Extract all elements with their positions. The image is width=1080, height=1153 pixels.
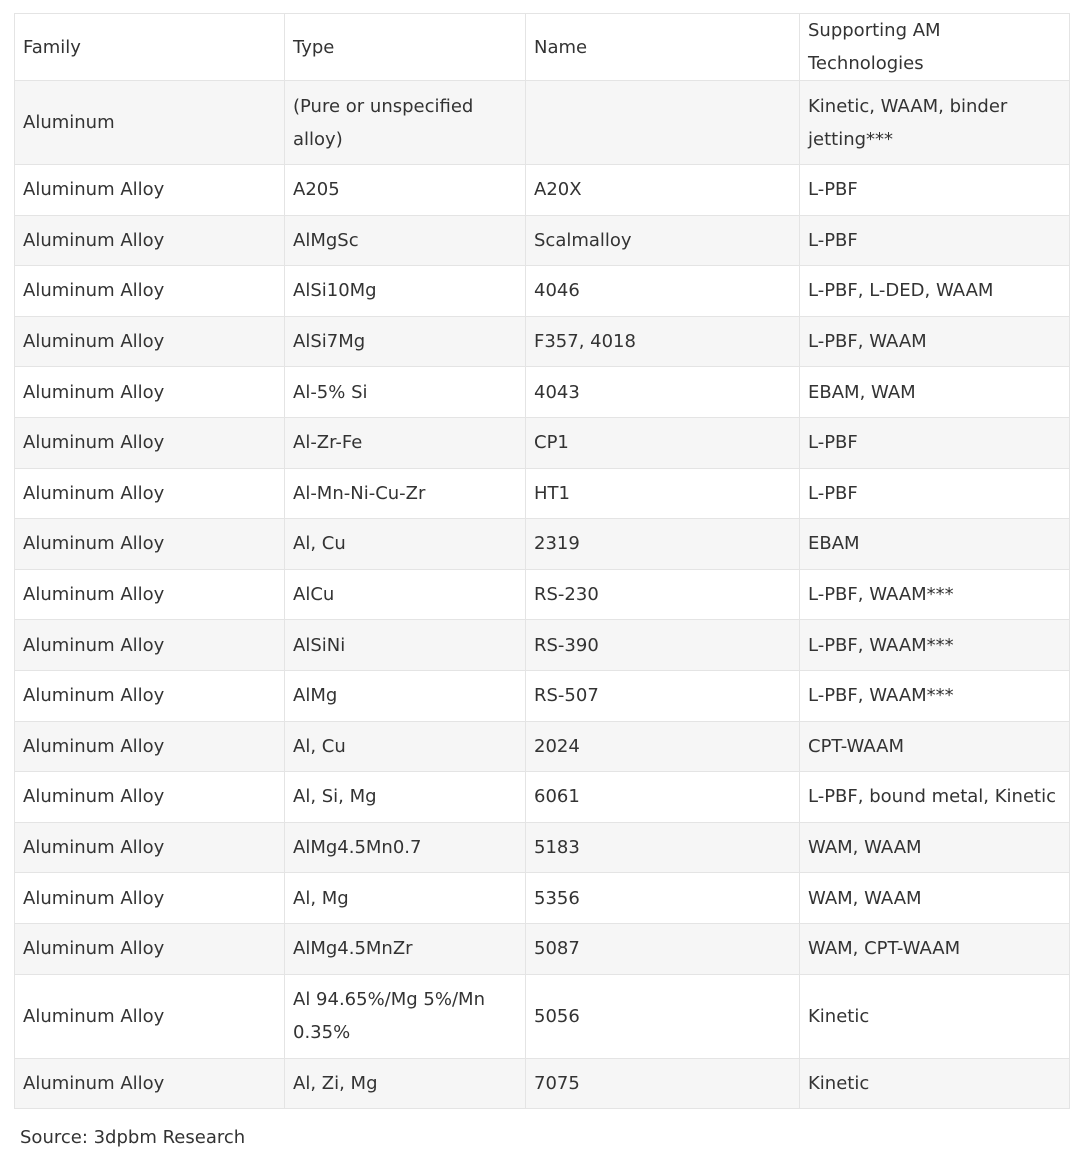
cell-type: Al 94.65%/Mg 5%/Mn 0.35% <box>285 974 526 1058</box>
header-supporting-am-technologies: Supporting AM Technologies <box>800 14 1070 81</box>
header-name: Name <box>526 14 800 81</box>
cell-type: Al, Cu <box>285 519 526 570</box>
cell-name: 2024 <box>526 721 800 772</box>
table-row <box>15 266 1070 317</box>
cell-technologies: WAM, WAAM <box>800 822 1070 873</box>
cell-name: A20X <box>526 165 800 216</box>
cell-family: Aluminum Alloy <box>15 974 285 1058</box>
cell-name: Scalmalloy <box>526 215 800 266</box>
table-row <box>15 316 1070 367</box>
table-row <box>15 620 1070 671</box>
cell-technologies: WAM, CPT-WAAM <box>800 923 1070 974</box>
cell-family: Aluminum Alloy <box>15 670 285 721</box>
cell-name: 5056 <box>526 974 800 1058</box>
cell-type: Al-Zr-Fe <box>285 417 526 468</box>
cell-technologies: Kinetic <box>800 1058 1070 1109</box>
table-row <box>15 873 1070 924</box>
cell-name: 2319 <box>526 519 800 570</box>
cell-type: AlMg4.5MnZr <box>285 923 526 974</box>
cell-type: Al-5% Si <box>285 367 526 418</box>
cell-family: Aluminum Alloy <box>15 417 285 468</box>
cell-type: AlMgSc <box>285 215 526 266</box>
cell-technologies: WAM, WAAM <box>800 873 1070 924</box>
header-family: Family <box>15 14 285 81</box>
table-row <box>15 772 1070 823</box>
cell-name <box>526 81 800 165</box>
cell-type: AlSi7Mg <box>285 316 526 367</box>
cell-family: Aluminum Alloy <box>15 266 285 317</box>
cell-family: Aluminum Alloy <box>15 1058 285 1109</box>
cell-technologies: L-PBF <box>800 417 1070 468</box>
cell-family: Aluminum Alloy <box>15 620 285 671</box>
cell-family: Aluminum Alloy <box>15 367 285 418</box>
cell-name: 6061 <box>526 772 800 823</box>
cell-type: AlMg4.5Mn0.7 <box>285 822 526 873</box>
cell-family: Aluminum <box>15 81 285 165</box>
table-row <box>15 923 1070 974</box>
cell-technologies: EBAM, WAM <box>800 367 1070 418</box>
cell-technologies: L-PBF, L-DED, WAAM <box>800 266 1070 317</box>
cell-type: AlCu <box>285 569 526 620</box>
table-row <box>15 822 1070 873</box>
table-row <box>15 974 1070 1058</box>
cell-technologies: CPT-WAAM <box>800 721 1070 772</box>
cell-technologies: Kinetic, WAAM, binder jetting*** <box>800 81 1070 165</box>
cell-family: Aluminum Alloy <box>15 721 285 772</box>
header-type: Type <box>285 14 526 81</box>
cell-technologies: L-PBF, bound metal, Kinetic <box>800 772 1070 823</box>
cell-type: AlSi10Mg <box>285 266 526 317</box>
table-row <box>15 670 1070 721</box>
cell-family: Aluminum Alloy <box>15 569 285 620</box>
table-row <box>15 417 1070 468</box>
cell-technologies: L-PBF, WAAM <box>800 316 1070 367</box>
cell-name: RS-230 <box>526 569 800 620</box>
materials-table-container <box>14 13 1069 1109</box>
table-row <box>15 367 1070 418</box>
cell-name: F357, 4018 <box>526 316 800 367</box>
cell-family: Aluminum Alloy <box>15 772 285 823</box>
table-row <box>15 519 1070 570</box>
cell-type: Al-Mn-Ni-Cu-Zr <box>285 468 526 519</box>
cell-name: 4046 <box>526 266 800 317</box>
cell-technologies: L-PBF, WAAM*** <box>800 620 1070 671</box>
cell-family: Aluminum Alloy <box>15 215 285 266</box>
cell-name: HT1 <box>526 468 800 519</box>
table-row <box>15 721 1070 772</box>
cell-name: CP1 <box>526 417 800 468</box>
table-row <box>15 165 1070 216</box>
cell-family: Aluminum Alloy <box>15 519 285 570</box>
cell-technologies: L-PBF <box>800 165 1070 216</box>
cell-name: 5183 <box>526 822 800 873</box>
table-row <box>15 1058 1070 1109</box>
table-row <box>15 215 1070 266</box>
cell-family: Aluminum Alloy <box>15 923 285 974</box>
cell-name: 5356 <box>526 873 800 924</box>
cell-family: Aluminum Alloy <box>15 822 285 873</box>
table-row <box>15 569 1070 620</box>
cell-family: Aluminum Alloy <box>15 165 285 216</box>
cell-name: RS-390 <box>526 620 800 671</box>
table-header-row <box>15 14 1070 81</box>
cell-family: Aluminum Alloy <box>15 873 285 924</box>
cell-type: AlSiNi <box>285 620 526 671</box>
cell-type: Al, Cu <box>285 721 526 772</box>
cell-technologies: L-PBF, WAAM*** <box>800 670 1070 721</box>
cell-type: Al, Si, Mg <box>285 772 526 823</box>
cell-technologies: L-PBF <box>800 215 1070 266</box>
materials-table <box>14 13 1070 1109</box>
cell-technologies: Kinetic <box>800 974 1070 1058</box>
cell-type: (Pure or unspecified alloy) <box>285 81 526 165</box>
cell-family: Aluminum Alloy <box>15 316 285 367</box>
cell-technologies: L-PBF, WAAM*** <box>800 569 1070 620</box>
cell-technologies: L-PBF <box>800 468 1070 519</box>
cell-name: 4043 <box>526 367 800 418</box>
source-caption: Source: 3dpbm Research <box>20 1127 246 1148</box>
cell-type: Al, Mg <box>285 873 526 924</box>
table-row <box>15 81 1070 165</box>
cell-family: Aluminum Alloy <box>15 468 285 519</box>
cell-technologies: EBAM <box>800 519 1070 570</box>
cell-name: RS-507 <box>526 670 800 721</box>
cell-type: A205 <box>285 165 526 216</box>
cell-type: AlMg <box>285 670 526 721</box>
cell-name: 5087 <box>526 923 800 974</box>
cell-type: Al, Zi, Mg <box>285 1058 526 1109</box>
table-row <box>15 468 1070 519</box>
cell-name: 7075 <box>526 1058 800 1109</box>
